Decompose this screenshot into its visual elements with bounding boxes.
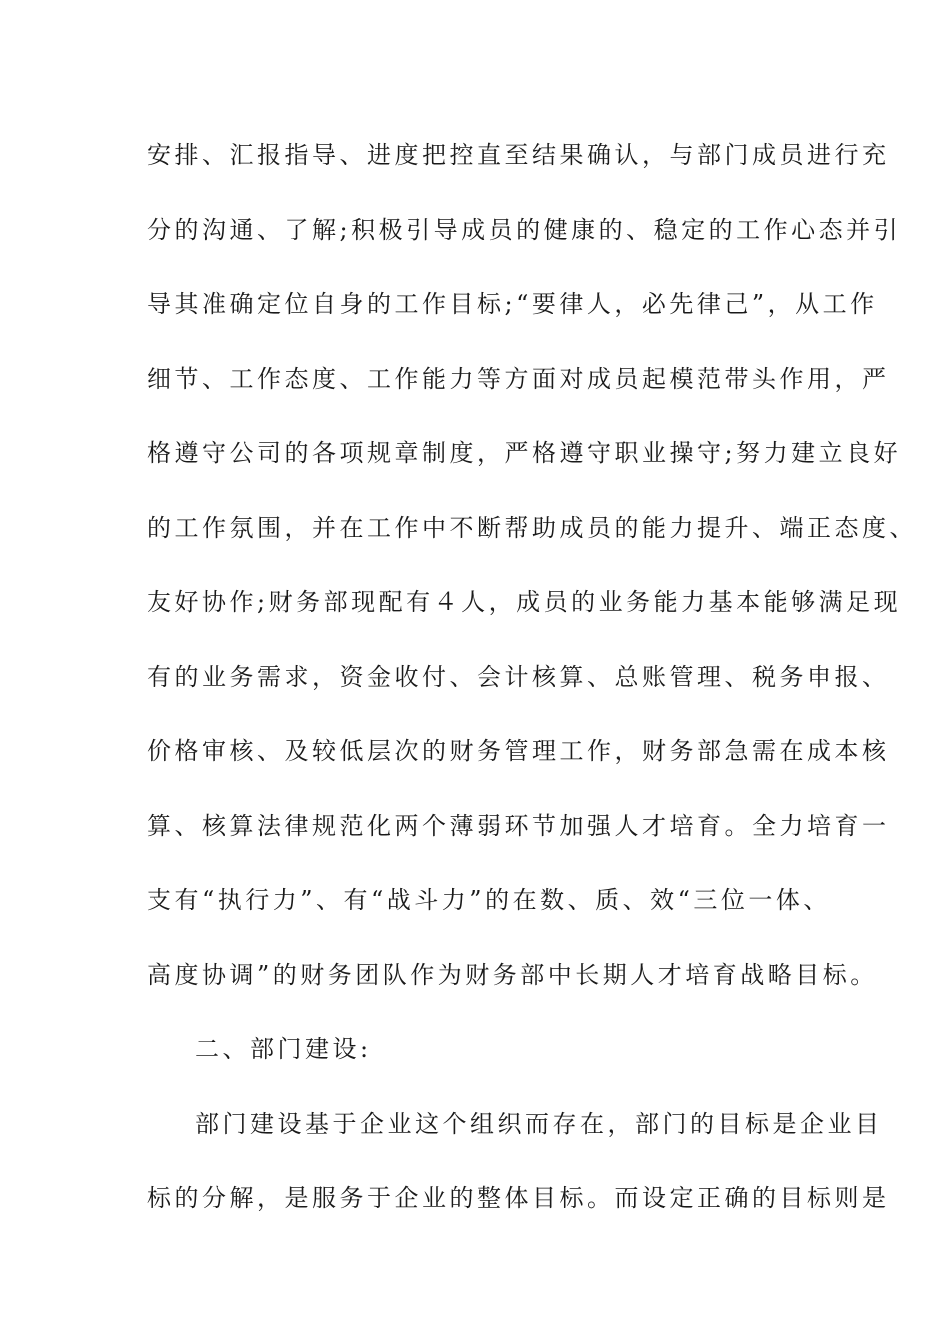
paragraph-line: 算、核算法律规范化两个薄弱环节加强人才培育。全力培育一 (147, 812, 890, 840)
paragraph-line: 导其准确定位自身的工作目标;“要律人，必先律己”，从工作 (147, 290, 878, 318)
paragraph-line: 支有“执行力”、有“战斗力”的在数、质、效“三位一体、 (147, 886, 831, 914)
paragraph-line: 的工作氛围，并在工作中不断帮助成员的能力提升、端正态度、 (147, 514, 917, 542)
paragraph-line: 友好协作;财务部现配有４人，成员的业务能力基本能够满足现 (147, 588, 902, 616)
paragraph-line: 细节、工作态度、工作能力等方面对成员起模范带头作用，严 (147, 365, 890, 393)
paragraph-line: 分的沟通、了解;积极引导成员的健康的、稳定的工作心态并引 (147, 216, 902, 244)
paragraph-line: 格遵守公司的各项规章制度，严格遵守职业操守;努力建立良好 (147, 439, 902, 467)
section-heading: 二、部门建设: (195, 1035, 372, 1063)
paragraph-line: 标的分解，是服务于企业的整体目标。而设定正确的目标则是 (147, 1184, 890, 1212)
paragraph-line: 价格审核、及较低层次的财务管理工作，财务部急需在成本核 (147, 737, 890, 765)
paragraph-line: 安排、汇报指导、进度把控直至结果确认，与部门成员进行充 (147, 141, 890, 169)
paragraph-line: 有的业务需求，资金收付、会计核算、总账管理、税务申报、 (147, 663, 890, 691)
paragraph-line: 高度协调”的财务团队作为财务部中长期人才培育战略目标。 (147, 961, 878, 989)
paragraph-line: 部门建设基于企业这个组织而存在，部门的目标是企业目 (195, 1110, 883, 1138)
